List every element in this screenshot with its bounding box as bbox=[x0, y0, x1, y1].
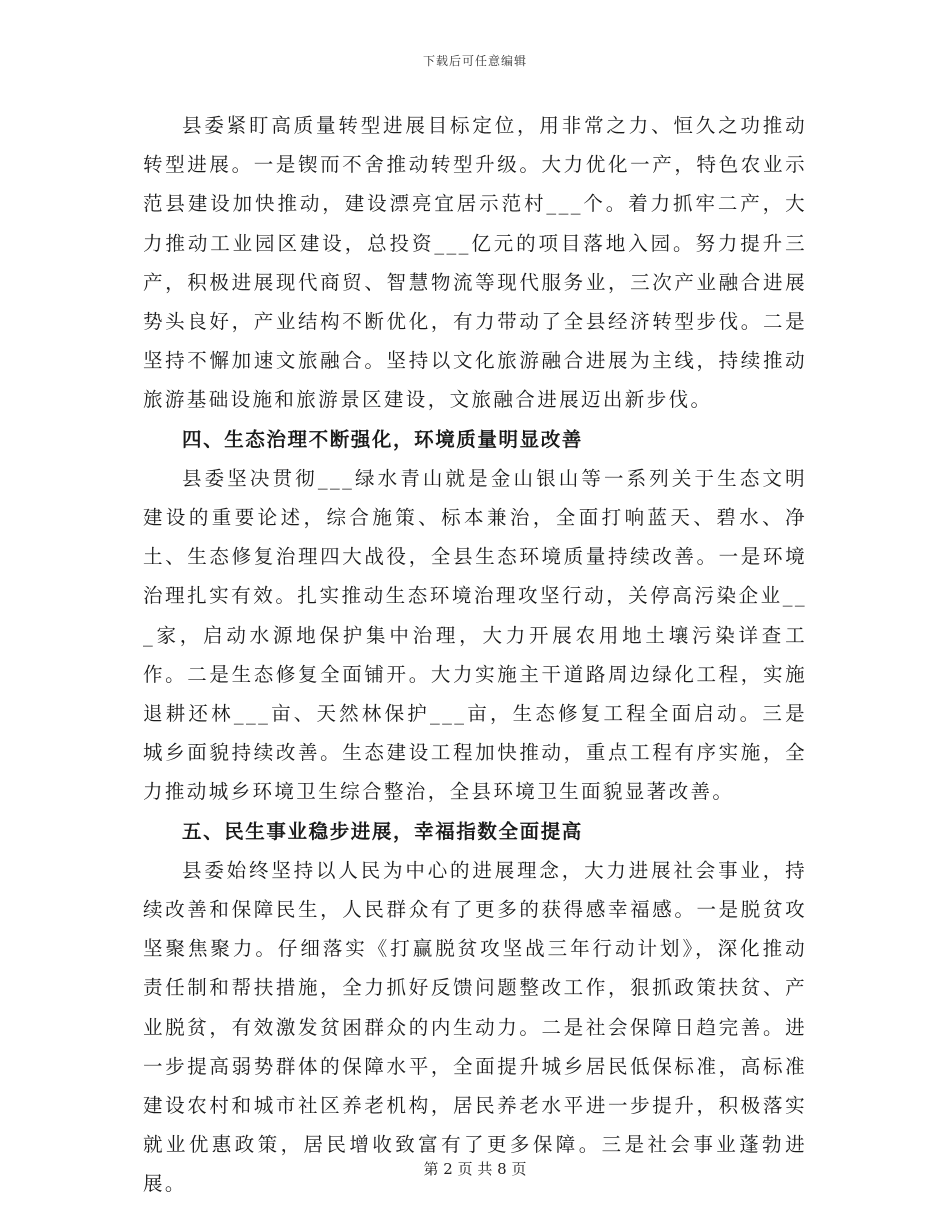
page-header: 下载后可任意编辑 bbox=[422, 54, 527, 68]
paragraph-ecology: 县委坚决贯彻___绿水青山就是金山银山等一系列关于生态文明建设的重要论述，综合施策、标本兼治，全面打响蓝天、碧水、净土、生态修复治理四大战役，全县生态环境质量持续改善。一是环境治理扎实有效。扎实推动生态环境治理攻坚行动，关停高污染企业___家，启动水源地保护集中治理，大力开展农用地土壤污染详查工作。二是生态修复全面铺开。大力实施主干道路周边绿化工程，实施退耕还林___亩、天然林保护___亩，生态修复工程全面启动。三是城乡面貌持续改善。生态建设工程加快推动，重点工程有序实施，全力推动城乡环境卫生综合整治，全县环境卫生面貌显著改善。 bbox=[143, 466, 807, 804]
page-number: 第 2 页 共 8 页 bbox=[423, 1160, 527, 1178]
paragraph-transformation: 县委紧盯高质量转型进展目标定位，用非常之力、恒久之功推动转型进展。一是锲而不舍推动转型升级。大力优化一产，特色农业示范县建设加快推动，建设漂亮宜居示范村___个。着力抓牢二产，大力推动工业园区建设，总投资___亿元的项目落地入园。努力提升三产，积极进展现代商贸、智慧物流等现代服务业，三次产业融合进展势头良好，产业结构不断优化，有力带动了全县经济转型步伐。二是坚持不懈加速文旅融合。坚持以文化旅游融合进展为主线，持续推动旅游基础设施和旅游景区建设，文旅融合进展迈出新步伐。 bbox=[143, 114, 807, 412]
section-heading-livelihood: 五、民生事业稳步进展，幸福指数全面提高 bbox=[182, 819, 583, 843]
document-body bbox=[143, 106, 807, 1204]
section-heading-ecology: 四、生态治理不断强化，环境质量明显改善 bbox=[182, 427, 583, 451]
paragraph-livelihood: 县委始终坚持以人民为中心的进展理念，大力进展社会事业，持续改善和保障民生，人民群众有了更多的获得感幸福感。一是脱贫攻坚聚焦聚力。仔细落实《打赢脱贫攻坚战三年行动计划》，深化推动责任制和帮扶措施，全力抓好反馈问题整改工作，狠抓政策扶贫、产业脱贫，有效激发贫困群众的内生动力。二是社会保障日趋完善。进一步提高弱势群体的保障水平，全面提升城乡居民低保标准，高标准建设农村和城市社区养老机构，居民养老水平进一步提升，积极落实就业优惠政策，居民增收致富有了更多保障。三是社会事业蓬勃进展。 bbox=[143, 858, 807, 1196]
